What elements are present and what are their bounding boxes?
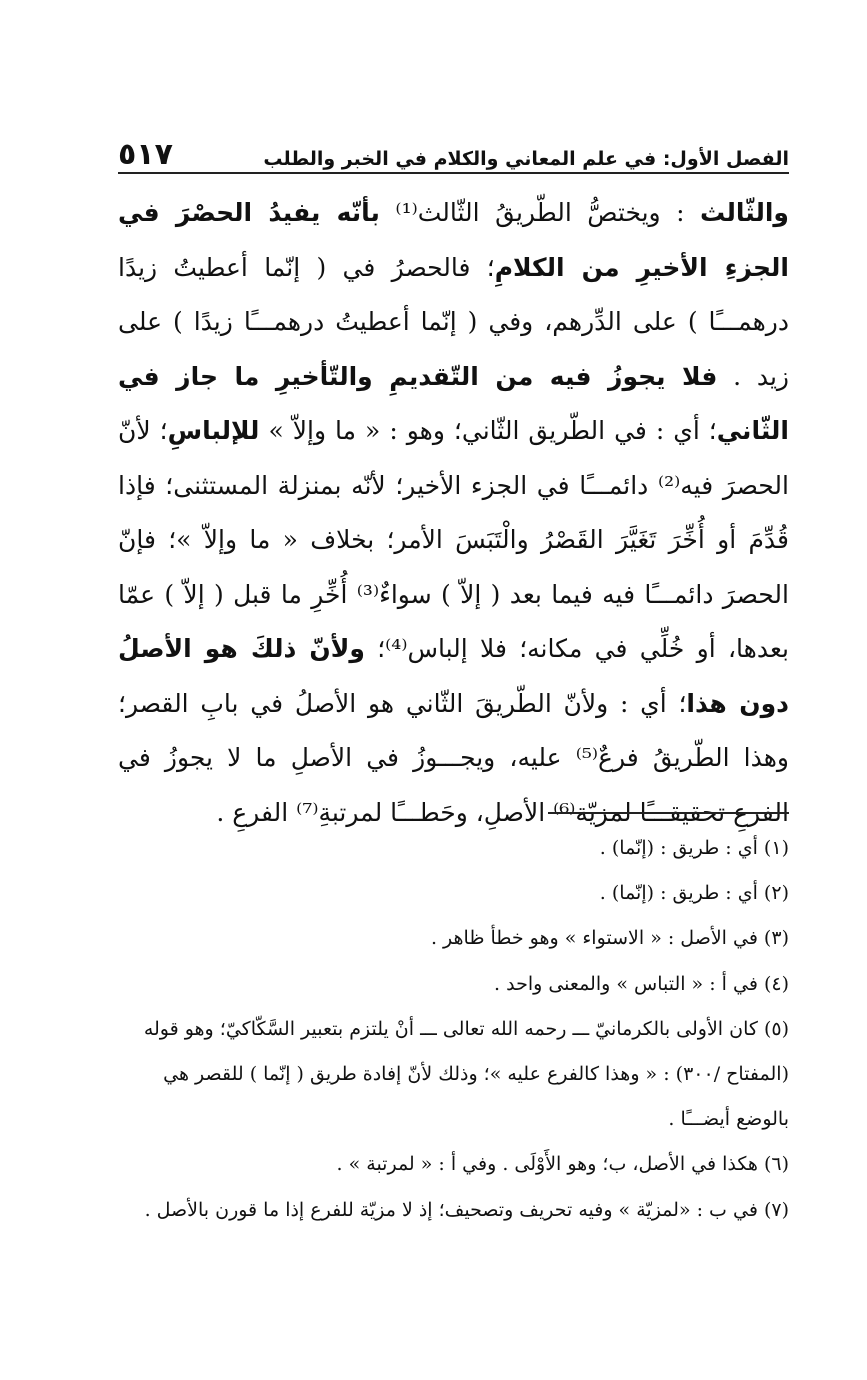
body-paragraph: [118, 186, 789, 840]
footnote-5: (٥) كان الأولى بالكرمانيّ ـــ رحمه الله تعالى ـــ أنْ يلتزم بتعبير السَّكّاكيّ؛ وهو قوله (المفتاح /٣٠٠) : « وهذا كالفرع عليه »؛ وذلك لأنّ إفادة طريق ( إنّما ) للقصر هي بالوضع أيضـــًا .: [143, 1017, 789, 1131]
bold-phrase: بأنّه يفيدُ الحصْرَ في الجزءِ الأخيرِ من الكلامِ: [118, 198, 789, 282]
bold-phrase: ولأنّ ذلكَ هو الأصلُ دون هذا: [118, 634, 789, 718]
header-rule: [118, 172, 789, 174]
bold-phrase: والثّالث: [700, 198, 789, 227]
text-run: : ويختصُّ الطّريقُ الثّالث⁽¹⁾: [379, 198, 701, 227]
text-run: ؛ فالحصرُ في ( إنّما أعطيتُ زيدًا درهمـــًا ) على الدِّرهم، وفي ( إنّما أعطيتُ درهمـــًا زيدًا ) على زيد .: [118, 252, 789, 391]
footnotes: [118, 826, 789, 1233]
page-header: [118, 136, 789, 170]
text-run: ؛ لأنّ الحصرَ فيه⁽²⁾ دائمـــًا في الجزء الأخير؛ لأنّه بمنزلة المستثنى؛ فإذا قُدِّمَ أو أُخِّرَ تَغَيَّرَ القَصْرُ والْتَبَسَ الأمر؛ بخلاف « ما وإلاّ »؛ فإنّ الحصرَ دائمـــًا فيه فيما بعد ( إلاّ ) سواءٌ⁽³⁾ أُخِّرِ ما قبل ( إلاّ ) عمّا بعدها، أو خُلِّي في مكانه؛ فلا إلباس⁽⁴⁾؛: [118, 416, 789, 663]
footnote-6: (٦) هكذا في الأصل، ب؛ وهو الأَوْلَى . وفي أ : « لمرتبة » .: [336, 1153, 789, 1176]
footnote-separator: [548, 812, 789, 814]
footnote-3: (٣) في الأصل : « الاستواء » وهو خطأ ظاهر .: [430, 927, 789, 950]
bold-phrase: فلا يجوزُ فيه من التّقديمِ والتّأخيرِ ما جاز في الثّاني: [118, 361, 789, 445]
running-title: الفصل الأول: في علم المعاني والكلام في الخبر والطلب: [263, 148, 789, 170]
text-run: ؛ أي : في الطّريق الثّاني؛ وهو : « ما وإلاّ »: [259, 416, 717, 445]
bold-phrase: للإلباسِ: [167, 416, 260, 445]
page-number: ٥١٧: [118, 137, 173, 172]
footnote-4: (٤) في أ : « التباس » والمعنى واحد .: [494, 972, 789, 995]
body-text: [118, 186, 789, 840]
footnote-7: (٧) في ب : «لمزيّة » وفيه تحريف وتصحيف؛ إذ لا مزيّة للفرع إذا ما قورن بالأصل .: [144, 1198, 789, 1221]
footnote-2: (٢) أي : طريق : (إنّما) .: [599, 882, 789, 905]
text-run: ؛ أي : ولأنّ الطّريقَ الثّاني هو الأصلُ في بابِ القصر؛ وهذا الطّريقُ فرعٌ⁽⁵⁾ عليه، ويجـــوزُ في الأصلِ ما لا يجوزُ في الفرعِ تحقيقـــًا لمزيّة⁽⁶⁾ الأصلِ، وحَطـــًا لمرتبةِ⁽⁷⁾ الفرعِ .: [118, 688, 789, 827]
footnote-1: (١) أي : طريق : (إنّما) .: [599, 837, 789, 859]
